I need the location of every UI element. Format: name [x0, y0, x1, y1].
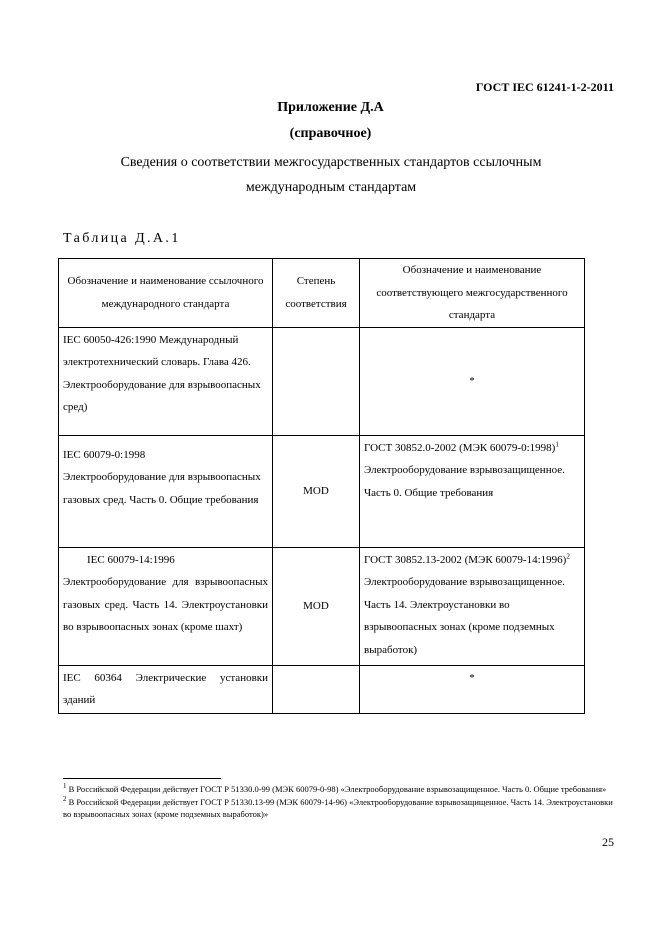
cell-interstate	[360, 435, 585, 547]
appendix-title: Приложение Д.А	[277, 100, 384, 115]
footnote-item	[63, 796, 623, 821]
header-interstate: Обозначение и наименование соответствующего межгосударственного стандарта	[360, 259, 585, 328]
footnote-mark: 2	[63, 794, 67, 803]
international-name: Электрооборудование для взрывоопасных газовых сред. Часть 0. Общие требования	[63, 471, 261, 506]
footnote-ref: 1	[555, 439, 559, 448]
correspondence-table	[58, 258, 585, 714]
international-name: Электрооборудование для взрывоопасных газовых сред. Часть 14. Электроустановки во взрывоопасных зонах (кроме шахт)	[63, 576, 268, 633]
appendix-description: Сведения о соответствии межгосударственных стандартов ссылочным международным стандартам	[120, 155, 542, 195]
cell-interstate	[360, 547, 585, 665]
table-row	[59, 327, 585, 435]
footnotes	[63, 783, 623, 821]
cell-degree: MOD	[273, 435, 360, 547]
page-number: 25	[602, 835, 614, 849]
table-row	[59, 665, 585, 713]
cell-international	[59, 435, 273, 547]
international-code: IEC 60079-0:1998	[63, 448, 146, 461]
table-caption: Таблица Д.А.1	[63, 231, 181, 246]
international-code: IEC 60079-14:1996	[87, 553, 175, 566]
footnote-item	[63, 783, 623, 796]
header-degree: Степень соответствия	[273, 259, 360, 328]
interstate-code: ГОСТ 30852.0-2002 (МЭК 60079-0:1998)	[364, 441, 556, 454]
header-international: Обозначение и наименование ссылочного международного стандарта	[59, 259, 273, 328]
footnote-text: В Российской Федерации действует ГОСТ Р 51330.13-99 (МЭК 60079-14-96) «Электрооборудование взрывозащищенное. Часть 14. Электроустановки во взрывоопасных зонах (кроме подземных выработок)»	[63, 796, 613, 819]
interstate-name: Электрооборудование взрывозащищенное. Часть 14. Электроустановки во взрывоопасных зонах (кроме подземных выработок)	[364, 576, 565, 656]
interstate-name: Электрооборудование взрывозащищенное. Часть 0. Общие требования	[364, 464, 565, 499]
table-row	[59, 547, 585, 665]
cell-international	[59, 547, 273, 665]
cell-degree	[273, 665, 360, 713]
footnote-mark: 1	[63, 782, 67, 791]
cell-international: IEC 60050-426:1990 Международный электротехнический словарь. Глава 426. Электрооборудование для взрывоопасных сред)	[59, 327, 273, 435]
cell-international: IEC 60364 Электрические установки зданий	[59, 665, 273, 713]
cell-interstate: *	[360, 665, 585, 713]
document-code: ГОСТ IEC 61241-1-2-2011	[475, 80, 614, 94]
table-row	[59, 435, 585, 547]
footnote-text: В Российской Федерации действует ГОСТ Р 51330.0-99 (МЭК 60079-0-98) «Электрооборудование взрывозащищенное. Часть 0. Общие требования»	[66, 784, 607, 794]
interstate-code: ГОСТ 30852.13-2002 (МЭК 60079-14:1996)	[364, 553, 567, 566]
cell-degree: MOD	[273, 547, 360, 665]
appendix-subtitle: (справочное)	[289, 126, 372, 141]
table-header-row	[59, 259, 585, 328]
cell-degree	[273, 327, 360, 435]
cell-interstate: *	[360, 327, 585, 435]
footnote-ref: 2	[566, 551, 570, 560]
footnote-divider	[63, 778, 221, 779]
